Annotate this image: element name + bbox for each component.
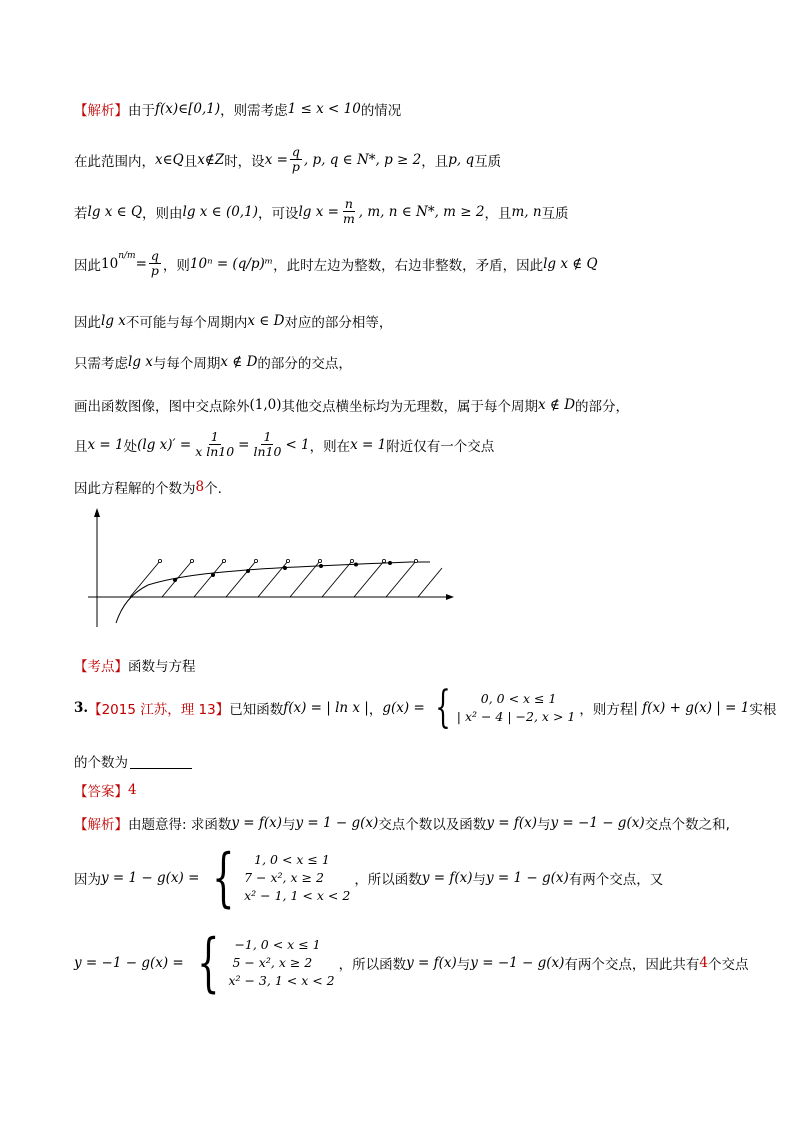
answer-blank	[130, 754, 192, 769]
analysis-line-2: 在此范围内， x∈Q 且 x∉Z 时，设 x = $\frac{q}{p}$ , p, q ∈ N*, p ≥ 2 ，且 p, q 互质	[74, 144, 502, 175]
question-3: 3. 【2015 江苏，理 13】 已知函数 f(x) = | ln x | ， g(x) = { 0, 0 < x ≤ 1 | x² − 4 | −2, x > 1 ，则方程 | f(x) + g(x) | = 1 实根	[74, 682, 777, 733]
piecewise-minus1-minus-g: { −1, 0 < x ≤ 1 5 − x², x ≥ 2 x² − 3, 1 < x < 2	[196, 926, 335, 1000]
analysis-line-7: 画出函数图像，图中交点除外 (1,0) 其他交点横坐标均为无理数，属于每个周期 x ∉ D 的部分，	[74, 397, 630, 415]
piecewise-1-minus-g: { 1, 0 < x ≤ 1 7 − x², x ≥ 2 x² − 1, 1 < x < 2	[212, 841, 351, 915]
kaodian-tag: 【考点】	[74, 659, 128, 675]
function-graph	[80, 505, 460, 630]
answer-line	[74, 780, 137, 800]
analysis2-line-2: 因为 y = 1 − g(x) = { 1, 0 < x ≤ 1 7 − x², x ≥ 2 x² − 1, 1 < x < 2 ，所以函数 y = f(x) 与 y = 1 − g(x) 有两个交点，又	[74, 841, 664, 915]
answer-value: 4	[128, 782, 137, 798]
analysis-line-4: 因此 10 $^{n/m}$ = $\frac{q}{p}$ ，则 10ⁿ = (q/p)ᵐ ，此时左边为整数，右边非整数，矛盾，因此 lg x ∉ Q	[74, 248, 598, 279]
analysis-line-5: 因此 lg x 不可能与每个周期内 x ∈ D 对应的部分相等，	[74, 313, 393, 331]
analysis-conclusion: 因此方程解的个数为 8 个.	[74, 479, 222, 497]
open-endpoints	[158, 559, 417, 562]
fraction-n-over-m: $\frac{n}{m}$	[342, 196, 355, 227]
y-axis	[94, 508, 100, 627]
question-3-line-2: 的个数为	[74, 751, 192, 771]
x-axis	[88, 594, 454, 600]
question-source: 【2015 江苏，理 13】	[88, 702, 230, 718]
analysis2-line-3: y = −1 − g(x) = { −1, 0 < x ≤ 1 5 − x², x ≥ 2 x² − 3, 1 < x < 2 ，所以函数 y = f(x) 与 y = −1 − g(x) 有两个交点，因此共有 4 个交点	[74, 926, 749, 1000]
analysis-tag: 【解析】	[74, 103, 128, 119]
log-curve	[116, 562, 430, 623]
analysis-line-1: 【解析】 由于 f(x)∈[0,1) ，则需考虑 1 ≤ x < 10 的情况	[74, 101, 402, 119]
fraction-derivative: $\frac{1}{\text{x ln10}}$	[195, 429, 235, 460]
analysis2-tag: 【解析】	[74, 817, 128, 833]
kaodian-line: 【考点】 函数与方程	[74, 655, 196, 675]
analysis2-line-1: 【解析】 由题意得: 求函数 y = f(x) 与 y = 1 − g(x) 交点个数以及函数 y = f(x) 与 y = −1 − g(x) 交点个数之和,	[74, 815, 730, 833]
fraction-q-over-p: $\frac{q}{p}$	[291, 144, 300, 175]
analysis-line-3: 若 lg x ∈ Q ，则由 lg x ∈ (0,1) ，可设 lg x = $\frac{n}{m}$ , m, n ∈ N*, m ≥ 2 ，且 m, n 互质	[74, 196, 569, 227]
analysis-line-6: 只需考虑 lg x 与每个周期 x ∉ D 的部分的交点，	[74, 354, 352, 372]
fraction-one-over-ln10: $\frac{1}{\ln 10}$	[253, 429, 282, 460]
question-number: 3.	[74, 700, 89, 716]
fraction-q-over-p-2: $\frac{q}{p}$	[150, 248, 159, 279]
analysis-line-8: 且 x = 1 处 (lg x)′ = $\frac{1}{\text{x ln10}}$ = $\frac{1}{\ln 10}$ < 1 ，则在 x = 1 附近仅有一个交点	[74, 429, 495, 460]
piecewise-g: { 0, 0 < x ≤ 1 | x² − 4 | −2, x > 1	[435, 682, 576, 733]
answer-tag: 【答案】	[74, 784, 128, 800]
